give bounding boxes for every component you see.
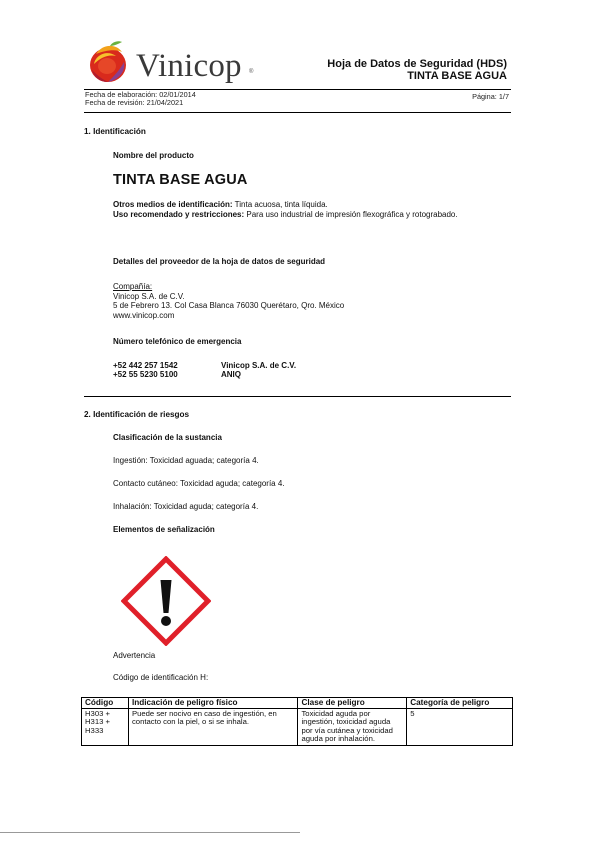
contact-text: Contacto cutáneo: Toxicidad aguda; categoría 4. [113,479,285,488]
phone-number[interactable]: +52 442 257 1542 [113,361,178,370]
signal-word: Advertencia [113,651,156,660]
uso-recomendado-label: Uso recomendado y restricciones: [113,209,245,219]
emergency-phones [113,361,296,380]
registered-mark: ® [249,69,254,75]
uso-recomendado-value: Para uso industrial de impresión flexográfica y rotograbado. [244,209,458,219]
supplier-details-label: Detalles del proveedor de la hoja de datos de seguridad [113,257,326,266]
otros-medios-label: Otros medios de identificación: [113,200,233,209]
page-number: Página: 1/7 [472,92,509,101]
table-row [82,708,513,745]
table-header-row [82,698,513,709]
cell-clase: Toxicidad aguda por ingestión, toxicidad aguda por vía cutánea y toxicidad aguda por inhalación. [298,708,407,745]
fecha-elaboracion: Fecha de elaboración: 02/01/2014 [85,90,196,99]
cell-indicacion: Puede ser nocivo en caso de ingestión, en contacto con la piel, o si se inhala. [128,708,298,745]
column-header-categoria: Categoría de peligro [407,698,513,709]
identification-details [113,200,506,219]
signal-elements-label: Elementos de señalización [113,525,215,534]
ingestion-text: Ingestión: Toxicidad aguada; categoría 4. [113,456,259,465]
company-logo [86,40,286,88]
company-address: 5 de Febrero 13. Col Casa Blanca 76030 Querétaro, Qro. México [113,301,345,311]
section-divider [84,112,511,113]
cell-categoria: 5 [407,708,513,745]
phone-row [113,361,296,370]
column-header-indicacion: Indicación de peligro físico [128,698,298,709]
phone-number[interactable]: +52 55 5230 5100 [113,370,178,380]
emergency-phone-label: Número telefónico de emergencia [113,337,242,346]
column-header-clase: Clase de peligro [298,698,407,709]
product-name-label: Nombre del producto [113,151,194,160]
column-header-codigo: Código [82,698,129,709]
phone-entity: Vinicop S.A. de C.V. [221,361,297,370]
hazard-table [81,697,513,746]
vinicop-logo-icon [86,40,130,86]
document-title [327,58,507,82]
document-title-line1: Hoja de Datos de Seguridad (HDS) [327,58,507,70]
section-divider [84,396,511,397]
brand-name: Vinicop [136,48,242,84]
document-dates [85,91,196,107]
product-name: TINTA BASE AGUA [113,172,248,188]
otros-medios-value: Tinta acuosa, tinta líquida. [232,200,328,209]
company-name: Vinicop S.A. de C.V. [113,291,185,301]
phone-row [113,370,296,379]
fecha-revision: Fecha de revisión: 21/04/2021 [85,98,184,108]
exclamation-mark-ghs-icon [121,556,211,646]
classification-label: Clasificación de la sustancia [113,433,222,442]
inhalation-text: Inhalación: Toxicidad aguda; categoría 4. [113,502,259,511]
footer-divider [0,832,300,833]
phone-entity: ANIQ [221,370,241,380]
cell-codigo: H303 + H313 + H333 [82,708,129,745]
h-code-label: Código de identificación H: [113,673,209,682]
section-2-title: 2. Identificación de riesgos [84,410,190,419]
document-title-line2: TINTA BASE AGUA [407,70,507,82]
supplier-block [113,282,344,320]
company-label: Compañía: [113,282,153,291]
company-website[interactable]: www.vinicop.com [113,310,175,320]
section-1-title: 1. Identificación [84,127,146,136]
